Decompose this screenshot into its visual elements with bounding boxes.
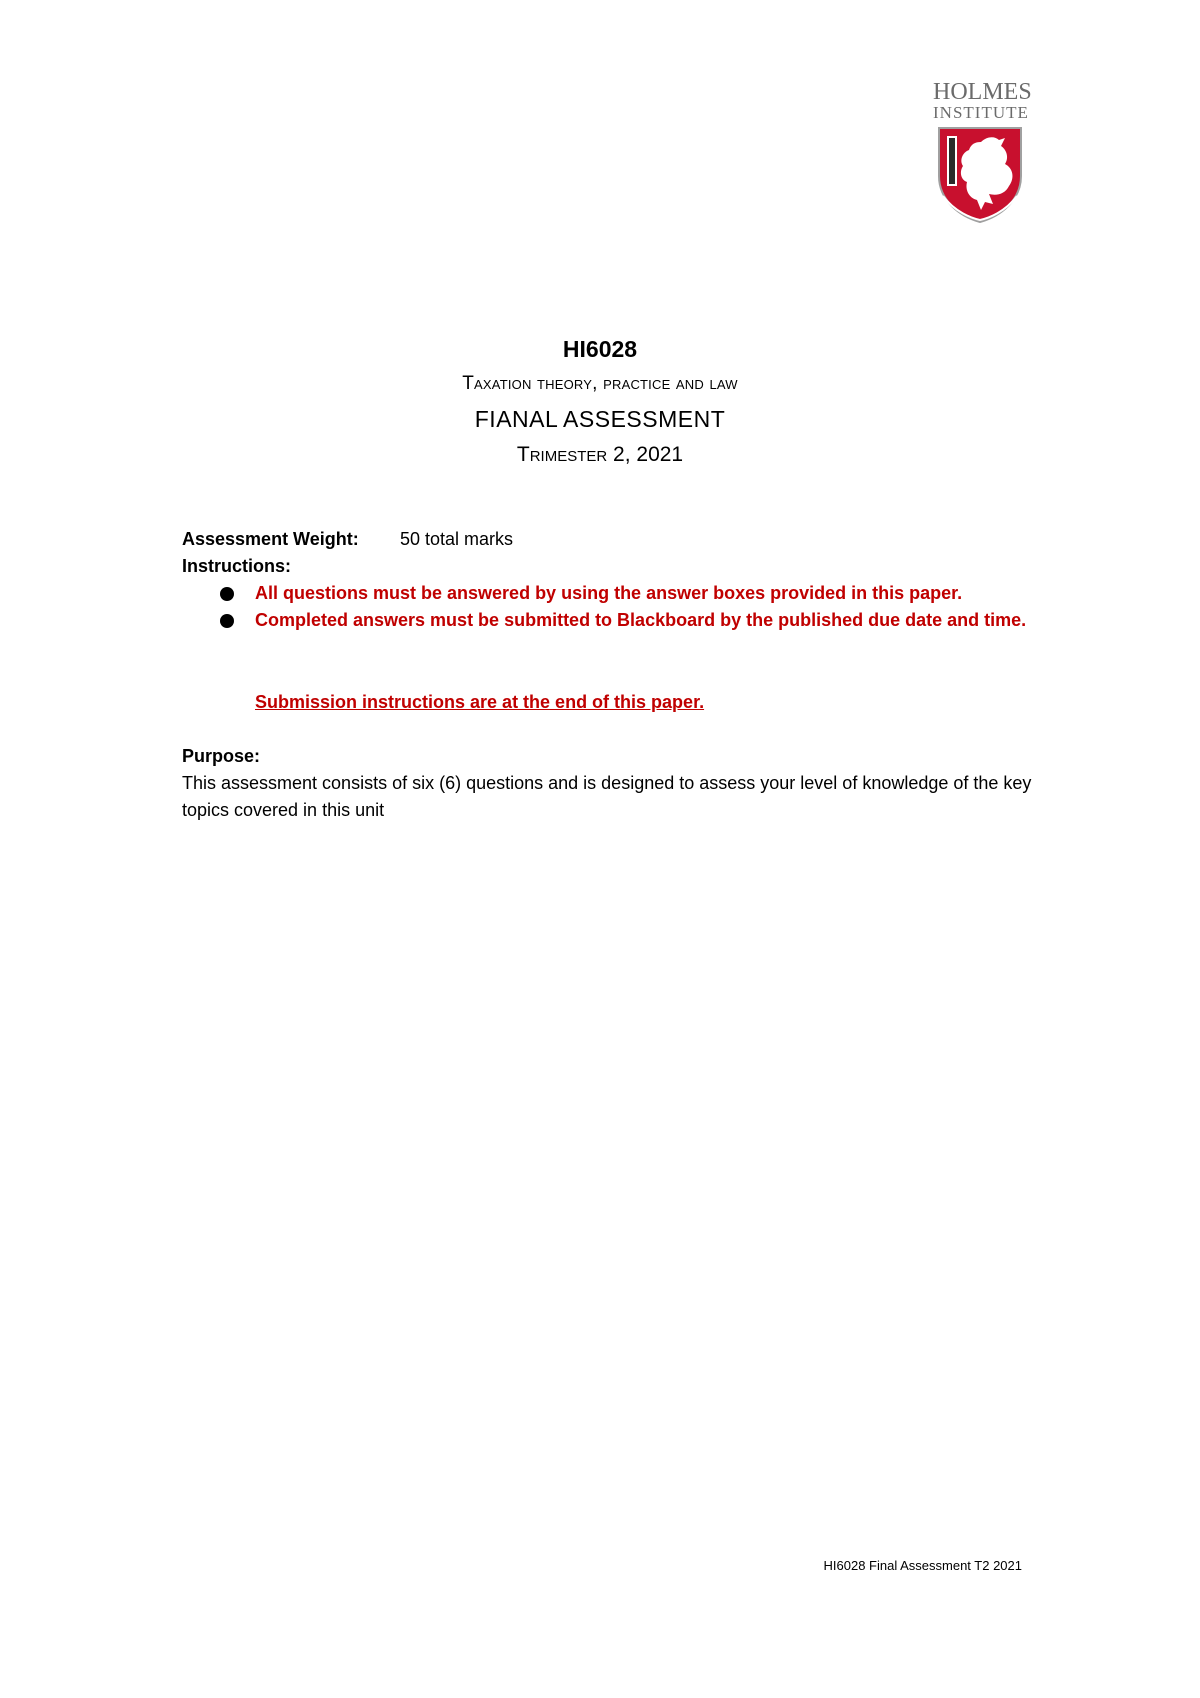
page-footer: HI6028 Final Assessment T2 2021: [823, 1558, 1022, 1573]
instruction-text: All questions must be answered by using the answer boxes provided in this paper.: [255, 583, 963, 603]
bullet-icon: [220, 587, 234, 601]
instruction-item: [220, 580, 1040, 607]
unit-title: Taxation theory, practice and law: [462, 373, 738, 394]
assessment-weight-value: 50 total marks: [400, 529, 514, 549]
holmes-institute-logo: [933, 79, 1032, 226]
submission-note: Submission instructions are at the end of this paper.: [255, 692, 705, 712]
instruction-item: [220, 607, 1040, 634]
purpose-text: This assessment consists of six (6) questions and is designed to assess your level of knowledge of the key topics covered in this unit: [182, 773, 1032, 820]
purpose-label: Purpose:: [182, 746, 261, 766]
instructions-list: [220, 580, 1040, 634]
bullet-icon: [220, 614, 234, 628]
logo-wordmark-institute: INSTITUTE: [933, 103, 1029, 122]
instruction-text: Completed answers must be submitted to Blackboard by the published due date and time.: [255, 610, 1027, 630]
griffin-shield-icon: [935, 124, 1025, 224]
unit-code: HI6028: [562, 336, 638, 362]
trimester-label: Trimester 2, 2021: [516, 443, 684, 466]
assessment-weight-row: [182, 526, 513, 553]
logo-wordmark-holmes: HOLMES: [933, 79, 1032, 105]
assessment-weight-label: Assessment Weight:: [182, 529, 359, 549]
assessment-title: FIANAL ASSESSMENT: [474, 406, 726, 432]
instructions-label: Instructions:: [182, 556, 292, 576]
